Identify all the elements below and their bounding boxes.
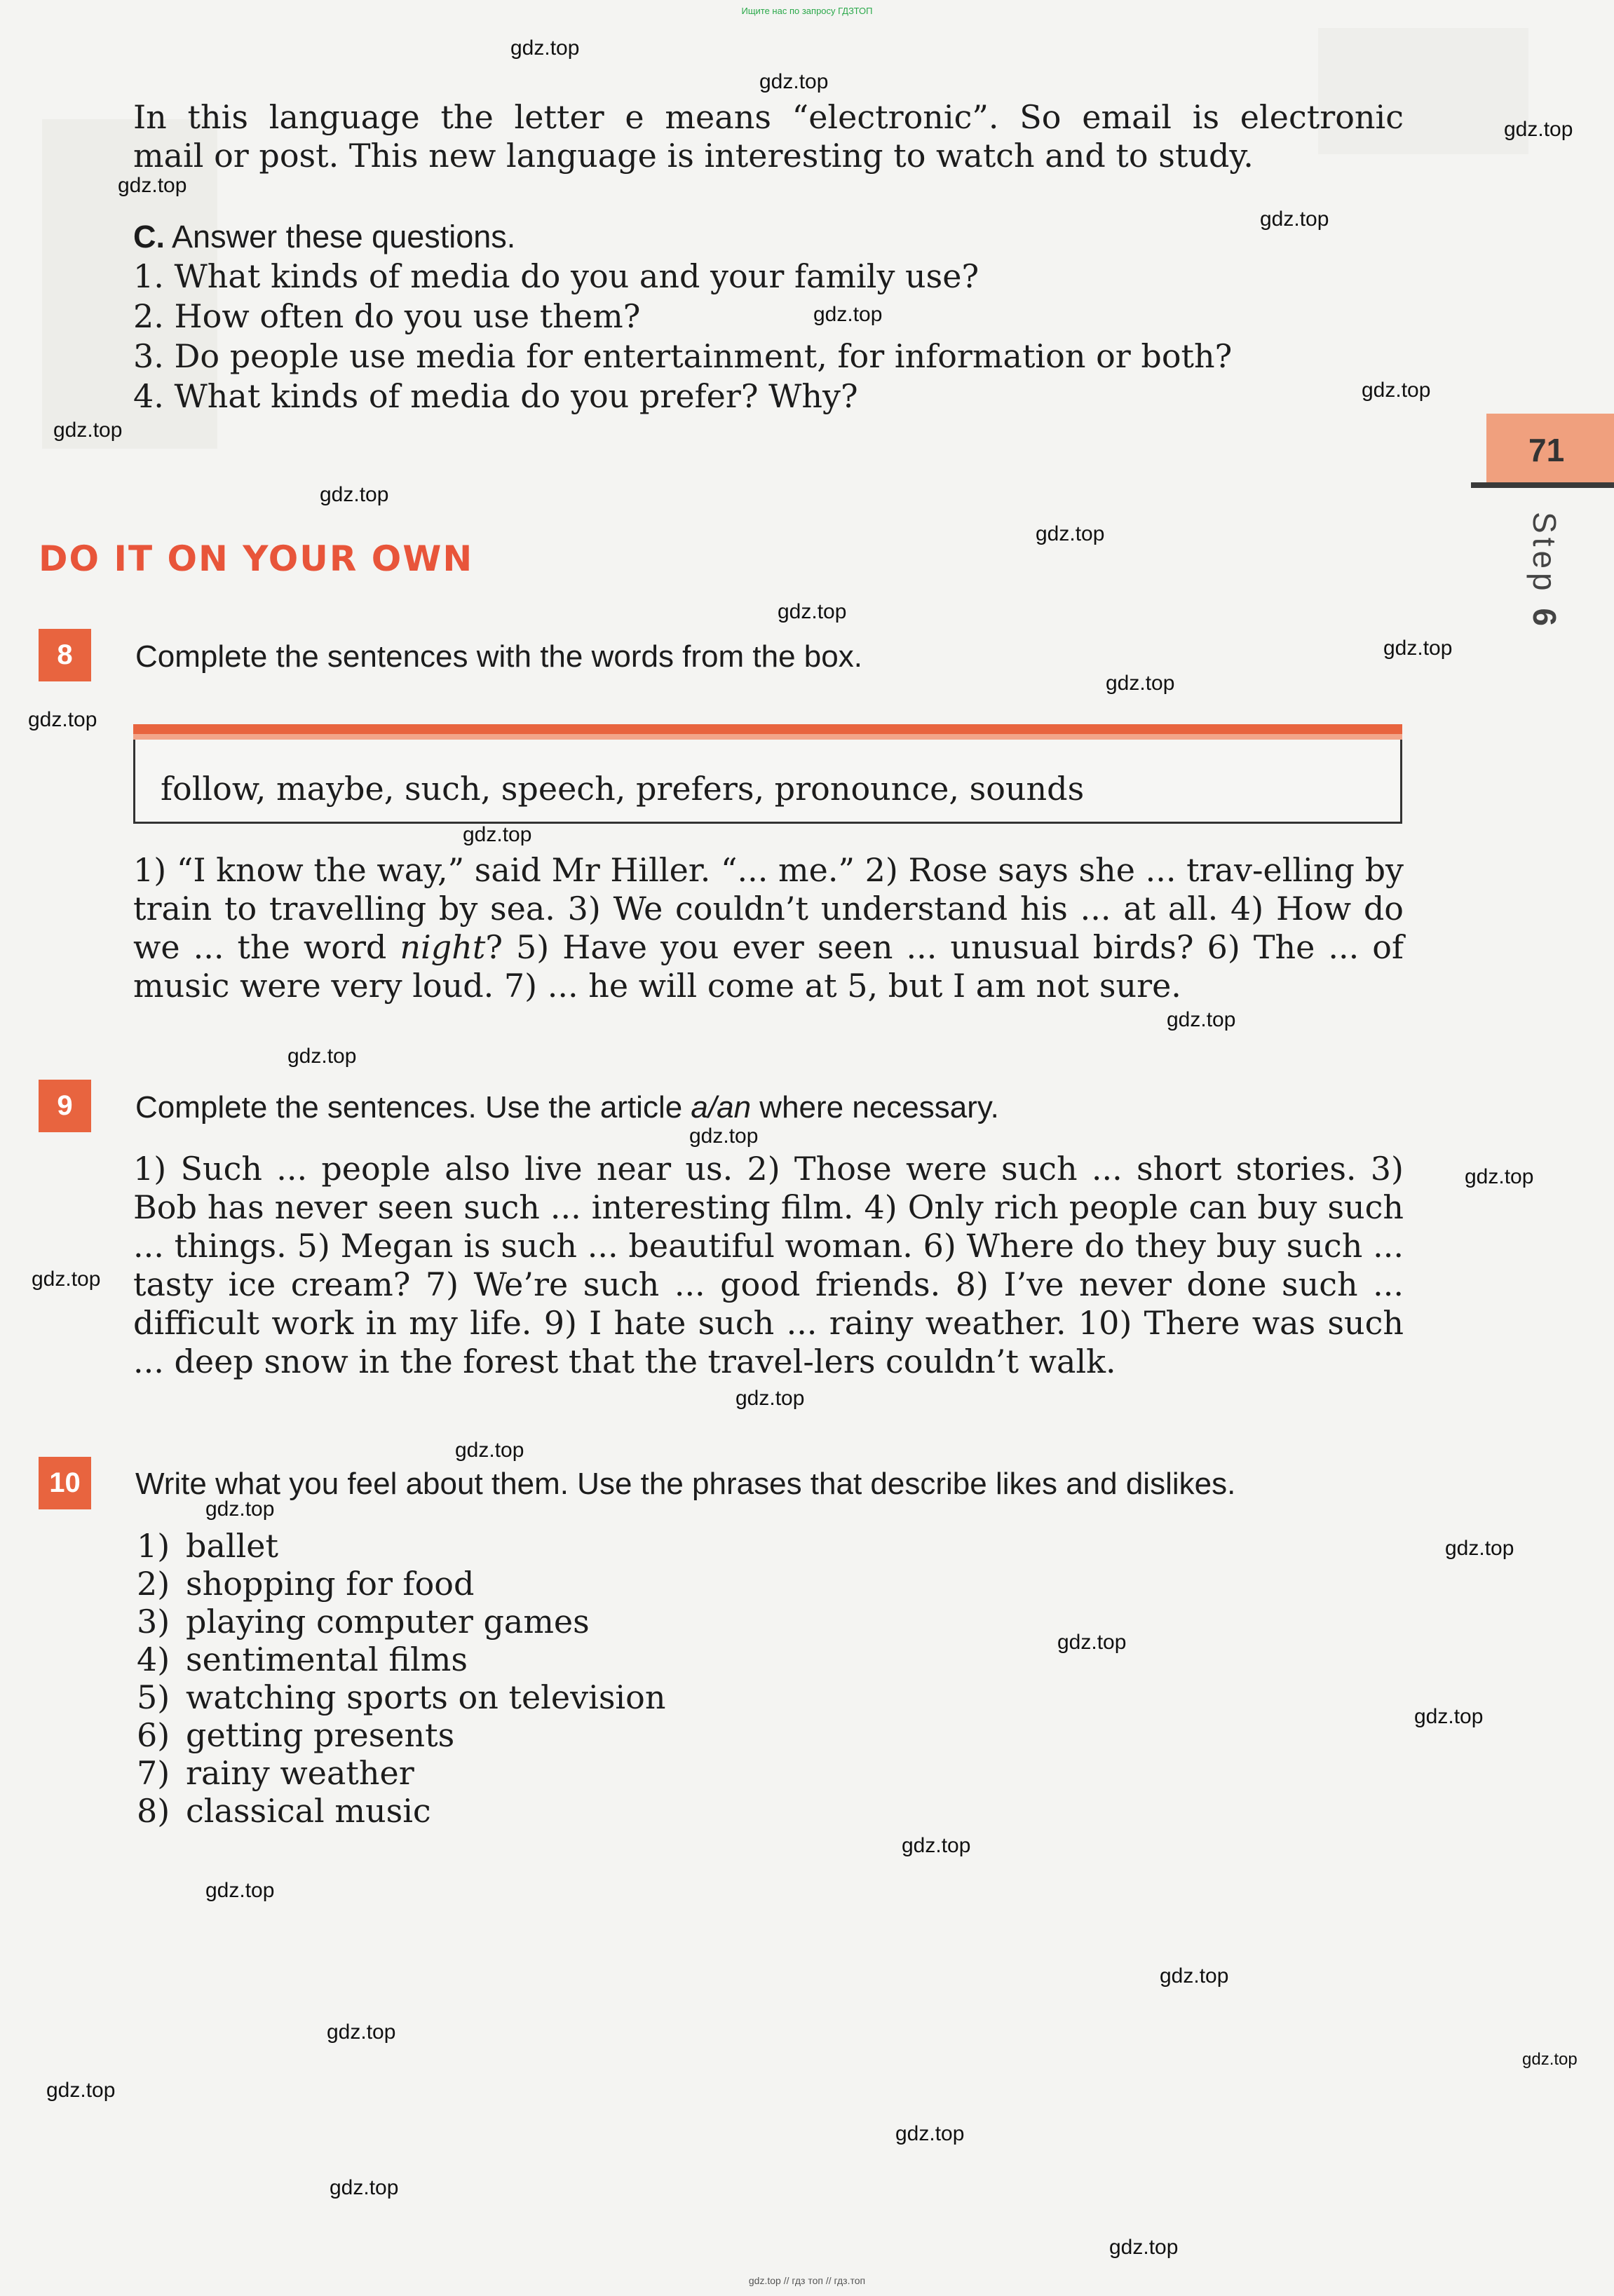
word-box-top-bar bbox=[133, 724, 1402, 734]
exercise-number: 9 bbox=[39, 1080, 91, 1132]
section-c-heading: Answer these questions. bbox=[172, 219, 516, 254]
watermark: gdz.top bbox=[1167, 1008, 1236, 1031]
section-c-title bbox=[133, 219, 515, 255]
word-box-words: follow, maybe, such, speech, prefers, pronounce, sounds bbox=[161, 770, 1085, 808]
watermark: gdz.top bbox=[118, 174, 187, 197]
watermark: gdz.top bbox=[53, 419, 123, 442]
watermark: gdz.top bbox=[1414, 1705, 1484, 1728]
exercise-instruction: Write what you feel about them. Use the phrases that describe likes and dislikes. bbox=[135, 1467, 1236, 1501]
ex8-italic-word: night bbox=[400, 928, 486, 966]
watermark: gdz.top bbox=[895, 2122, 965, 2145]
watermark: gdz.top bbox=[1160, 1964, 1229, 1988]
watermark: gdz.top bbox=[689, 1125, 759, 1148]
exercise-8-text bbox=[133, 851, 1404, 1005]
page-tab-rule bbox=[1471, 482, 1614, 488]
ex9-title-post: where necessary. bbox=[751, 1090, 999, 1125]
exercise-number: 10 bbox=[39, 1457, 91, 1509]
exercise-text bbox=[133, 851, 1404, 1005]
watermark: gdz.top bbox=[1504, 118, 1573, 141]
watermark: gdz.top bbox=[327, 2020, 396, 2044]
header-note: Ищите нас по запросу ГДЗТОП bbox=[741, 6, 873, 16]
intro-line: In this language the letter e means “electronic”. So email is electronic bbox=[133, 98, 1404, 136]
page-number: 71 bbox=[1528, 432, 1565, 468]
list-item: 6) getting presents bbox=[137, 1716, 455, 1754]
watermark: gdz.top bbox=[1362, 379, 1431, 402]
step-label bbox=[1526, 512, 1564, 722]
step-number: 6 bbox=[1526, 608, 1563, 631]
watermark: gdz.top bbox=[1260, 208, 1329, 231]
watermark: gdz.top bbox=[778, 600, 847, 623]
exercise-instruction bbox=[135, 1089, 1406, 1127]
list-item: 2) shopping for food bbox=[137, 1565, 475, 1603]
footer-note: gdz.top // гдз топ // гдз.топ bbox=[748, 2275, 866, 2286]
watermark: gdz.top bbox=[320, 483, 389, 506]
watermark: gdz.top bbox=[902, 1834, 971, 1857]
ex8-part-1: 1) “I know the way,” said Mr Hiller. “... me.” 2) Rose says she ... trav-elling by train to travelling by sea. 3) We couldn’t understand his ... at all. 4) How do we ... the word bbox=[133, 851, 1404, 966]
watermark: gdz.top bbox=[46, 2079, 116, 2102]
question-item: 4. What kinds of media do you prefer? Why? bbox=[133, 377, 858, 415]
watermark: gdz.top bbox=[735, 1387, 805, 1410]
watermark: gdz.top bbox=[28, 708, 97, 731]
section-c-letter: C. bbox=[133, 219, 165, 254]
list-item: 8) classical music bbox=[137, 1792, 431, 1830]
ex8-part-2: ? 5) Have you ever seen ... unusual birds? 6) The ... of music were very loud. 7) ... he will come at 5, but I am not sure. bbox=[133, 928, 1404, 1005]
watermark: gdz.top bbox=[205, 1879, 275, 1902]
watermark: gdz.top bbox=[510, 36, 580, 60]
watermark: gdz.top bbox=[330, 2176, 399, 2199]
watermark: gdz.top bbox=[32, 1268, 101, 1291]
intro-paragraph bbox=[133, 98, 1404, 175]
watermark: gdz.top bbox=[1383, 637, 1453, 660]
list-item: 4) sentimental films bbox=[137, 1641, 468, 1678]
question-list bbox=[133, 257, 1404, 416]
question-item: 1. What kinds of media do you and your family use? bbox=[133, 257, 979, 295]
watermark: gdz.top bbox=[1522, 2050, 1578, 2069]
watermark: gdz.top bbox=[759, 70, 829, 93]
watermark: gdz.top bbox=[287, 1045, 357, 1068]
list-item: 5) watching sports on television bbox=[137, 1678, 666, 1716]
watermark: gdz.top bbox=[463, 823, 532, 846]
watermark: gdz.top bbox=[1109, 2236, 1179, 2259]
watermark: gdz.top bbox=[1106, 672, 1175, 695]
exercise-number: 8 bbox=[39, 629, 91, 681]
intro-line: mail or post. This new language is interesting to watch and to study. bbox=[133, 137, 1254, 175]
watermark: gdz.top bbox=[813, 303, 883, 326]
ex9-title-pre: Complete the sentences. Use the article bbox=[135, 1090, 691, 1125]
likes-list bbox=[137, 1527, 665, 1830]
watermark: gdz.top bbox=[205, 1497, 275, 1521]
watermark: gdz.top bbox=[1465, 1165, 1534, 1188]
question-item: 3. Do people use media for entertainment, for information or both? bbox=[133, 337, 1233, 375]
exercise-9-text bbox=[133, 1150, 1404, 1381]
list-item: 1) ballet bbox=[137, 1527, 279, 1565]
watermark: gdz.top bbox=[1036, 522, 1105, 545]
watermark: gdz.top bbox=[1445, 1537, 1514, 1560]
word-box bbox=[133, 724, 1402, 824]
step-word: Step bbox=[1526, 512, 1563, 595]
exercise-text: 1) Such ... people also live near us. 2) Those were such ... short stories. 3) Bob has never seen such ... interesting film. 4) Only rich people can buy such ... things. 5) Megan is such ... beautiful woman. 6) Where do they buy such ... tasty ice cream? 7) We’re such ... good friends. 8) I’ve never done such ... difficult work in my life. 9) I hate such ... rainy weather. 10) There was such ... deep snow in the forest that the travel-lers couldn’t walk. bbox=[133, 1150, 1404, 1380]
exercise-instruction: Complete the sentences with the words from the box. bbox=[135, 639, 862, 674]
list-item: 7) rainy weather bbox=[137, 1754, 414, 1792]
ex9-title-italic: a/an bbox=[691, 1090, 752, 1125]
word-box-top-bar-shade bbox=[133, 734, 1402, 740]
list-item: 3) playing computer games bbox=[137, 1603, 590, 1641]
watermark: gdz.top bbox=[455, 1439, 524, 1462]
watermark: gdz.top bbox=[1057, 1631, 1127, 1654]
question-item: 2. How often do you use them? bbox=[133, 297, 641, 335]
section-title: DO IT ON YOUR OWN bbox=[39, 538, 474, 579]
